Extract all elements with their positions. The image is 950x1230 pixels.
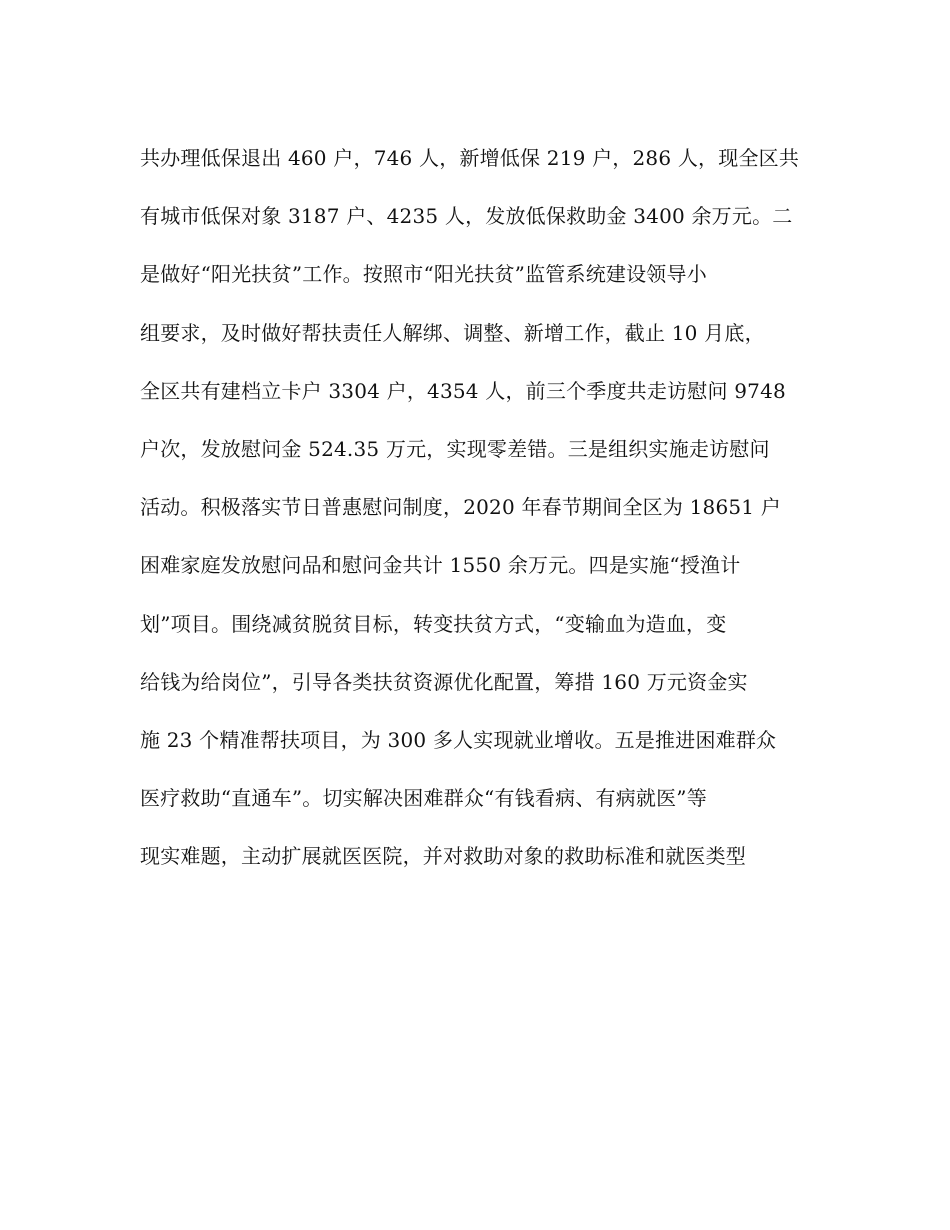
text-line-6: 户次，发放慰问金 524.35 万元，实现零差错。三是组织实施走访慰问 [140,436,770,461]
text-line-8: 困难家庭发放慰问品和慰问金共计 1550 余万元。四是实施“授渔计 [140,553,741,578]
text-line-3: 是做好“阳光扶贫”工作。按照市“阳光扶贫”监管系统建设领导小 [140,262,707,287]
body-text [140,136,820,892]
text-line-9: 划”项目。围绕减贫脱贫目标，转变扶贫方式，“变输血为造血，变 [140,611,727,636]
text-line-7: 活动。积极落实节日普惠慰问制度，2020 年春节期间全区为 18651 户 [140,495,781,520]
text-line-13: 现实难题，主动扩展就医医院，并对救助对象的救助标准和就医类型 [140,844,746,869]
text-line-2: 有城市低保对象 3187 户、4235 人，发放低保救助金 3400 余万元。二 [140,204,793,229]
text-line-1: 共办理低保退出 460 户，746 人，新增低保 219 户，286 人，现全区共 [140,146,800,170]
text-line-4: 组要求，及时做好帮扶责任人解绑、调整、新增工作，截止 10 月底， [140,320,765,345]
text-line-10: 给钱为给岗位”，引导各类扶贫资源优化配置，筹措 160 万元资金实 [140,669,748,694]
text-line-5: 全区共有建档立卡户 3304 户，4354 人，前三个季度共走访慰问 9748 [140,378,786,403]
text-line-11: 施 23 个精准帮扶项目，为 300 多人实现就业增收。五是推进困难群众 [140,727,777,752]
text-line-12: 医疗救助“直通车”。切实解决困难群众“有钱看病、有病就医”等 [140,786,707,811]
